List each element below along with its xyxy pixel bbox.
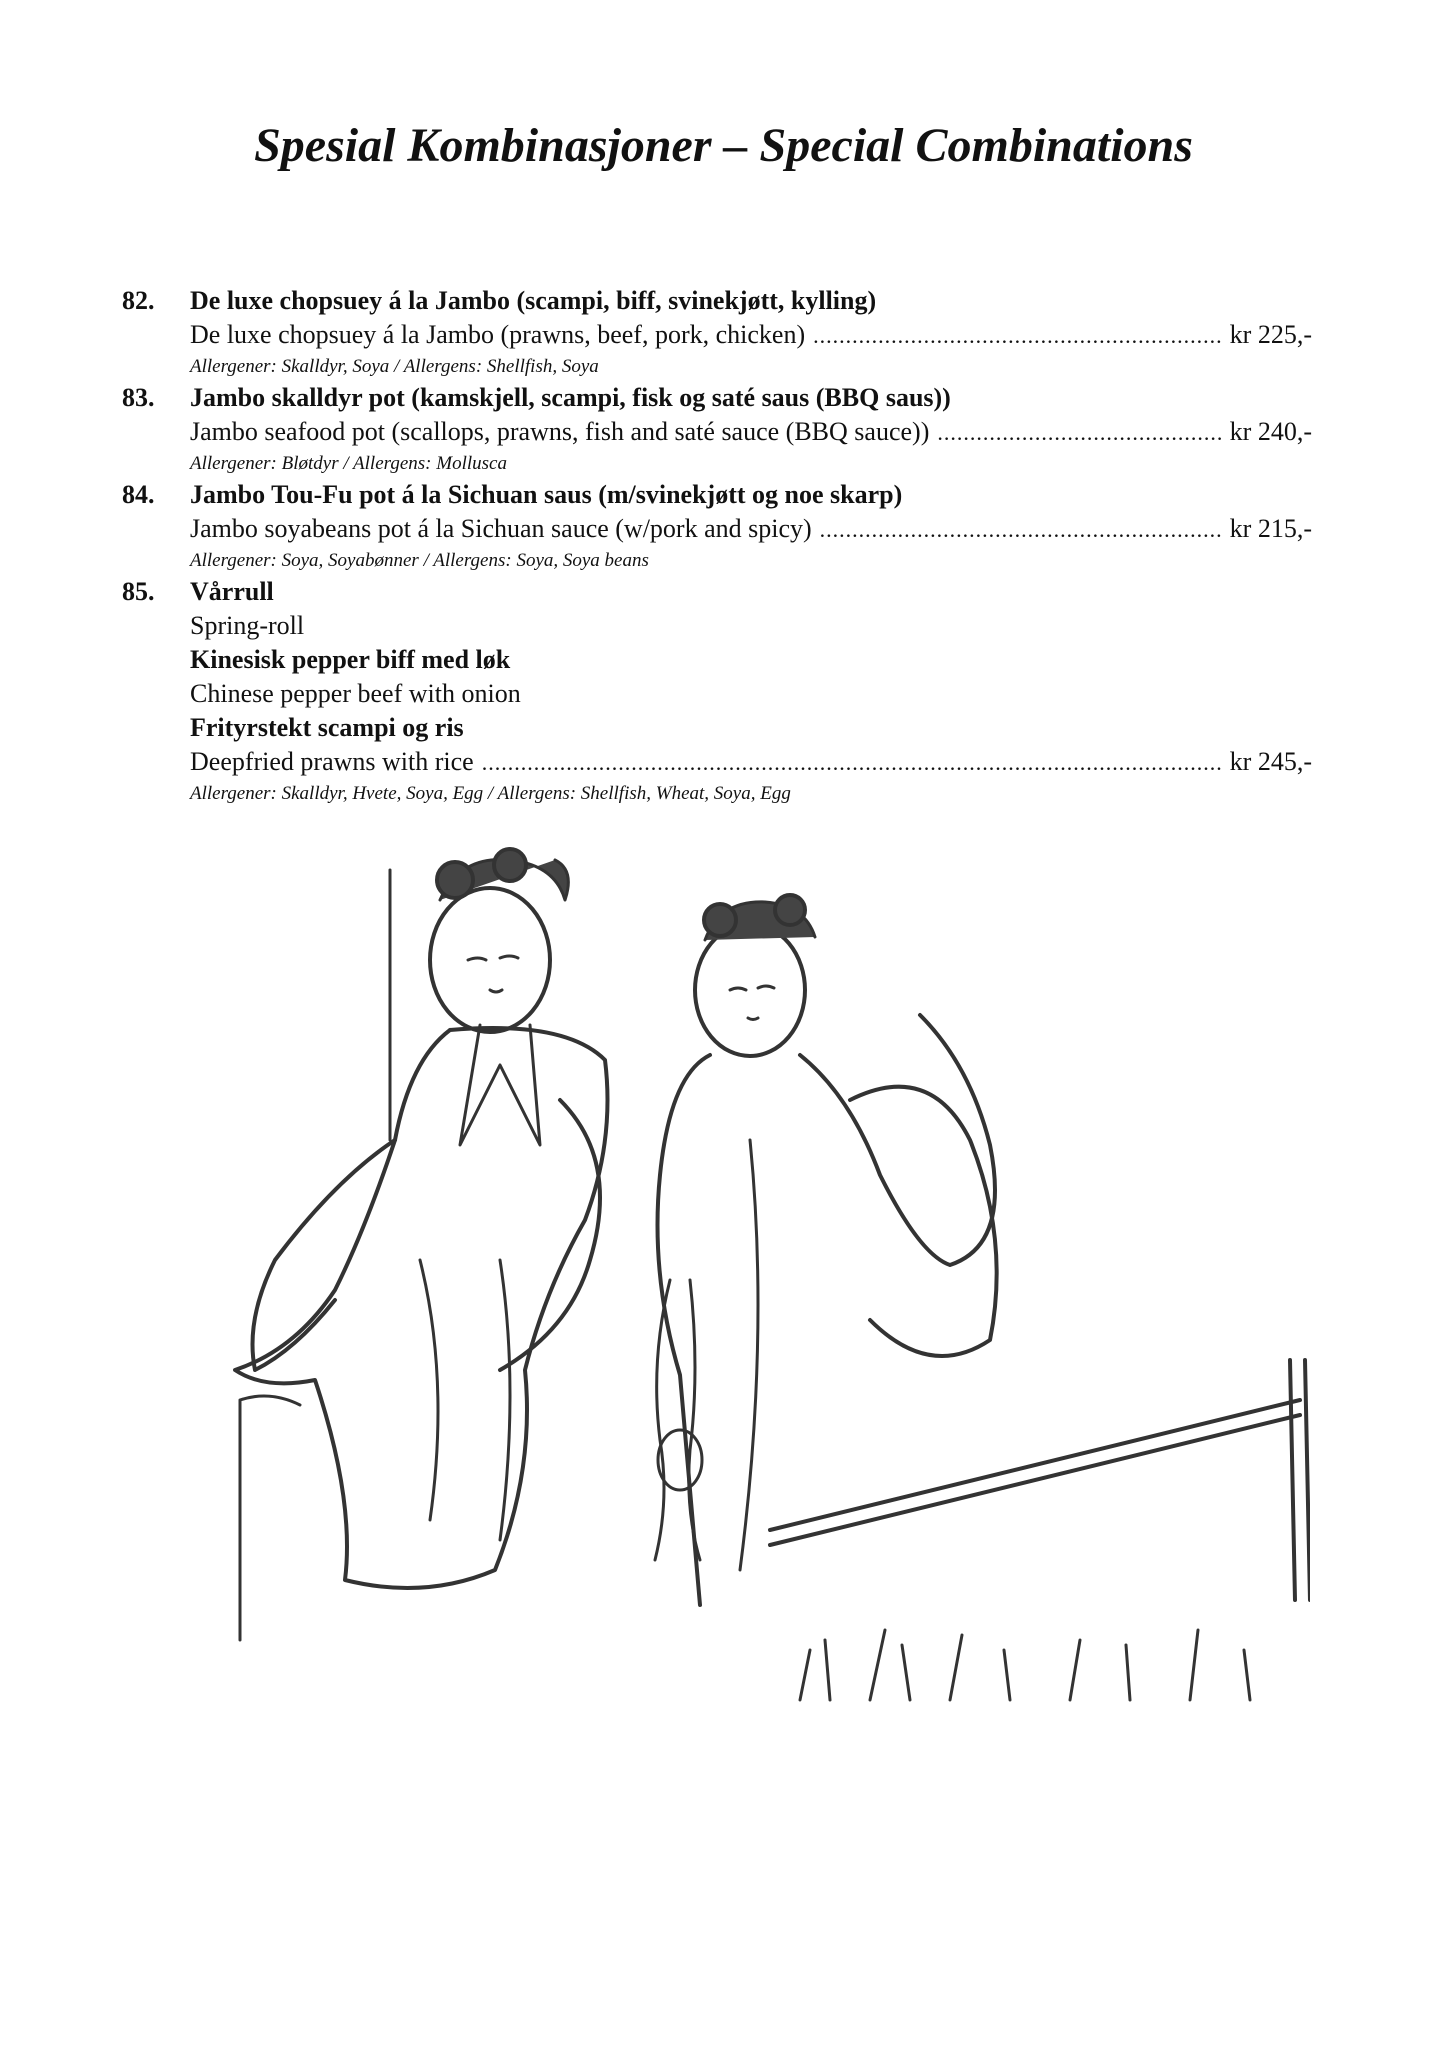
item-description: De luxe chopsuey á la Jambo (prawns, beef, pork, chicken) [190, 320, 806, 349]
dot-leader [937, 416, 1221, 450]
item-description: Jambo seafood pot (scallops, prawns, fish and saté sauce (BBQ sauce)) [190, 417, 930, 446]
allergen-note: Allergener: Soya, Soyabønner / Allergens: Soya, Soya beans [190, 550, 649, 571]
item-price: kr 245,- [1229, 747, 1312, 776]
allergen-note: Allergener: Skalldyr, Hvete, Soya, Egg / Allergens: Shellfish, Wheat, Soya, Egg [190, 783, 791, 804]
item-name-norwegian: Jambo Tou-Fu pot á la Sichuan saus (m/svinekjøtt og noe skarp) [190, 480, 903, 509]
menu-item [122, 478, 1312, 575]
dot-leader [482, 746, 1222, 780]
dot-leader [813, 319, 1222, 353]
item-number: 82. [122, 286, 155, 315]
page-title: Spesial Kombinasjoner – Special Combinations [254, 119, 1193, 172]
allergen-note: Allergener: Bløtdyr / Allergens: Mollusca [190, 453, 507, 474]
menu-item [122, 575, 1312, 808]
item-price: kr 215,- [1229, 514, 1312, 543]
item-name-norwegian: Kinesisk pepper biff med løk [190, 645, 511, 674]
item-name-norwegian: Vårrull [190, 577, 274, 606]
allergen-note: Allergener: Skalldyr, Soya / Allergens: Shellfish, Soya [190, 356, 599, 377]
item-name-english: Chinese pepper beef with onion [190, 679, 521, 708]
dot-leader [820, 513, 1222, 547]
item-name-norwegian: Frityrstekt scampi og ris [190, 713, 464, 742]
menu-list [122, 284, 1312, 808]
item-number: 83. [122, 383, 155, 412]
item-price: kr 225,- [1229, 320, 1312, 349]
item-name-english: Spring-roll [190, 611, 305, 640]
item-name-english [122, 318, 1312, 353]
item-number: 85. [122, 577, 155, 606]
item-name-english [122, 415, 1312, 450]
item-name-norwegian: Jambo skalldyr pot (kamskjell, scampi, fisk og saté saus (BBQ saus)) [190, 383, 951, 412]
item-description: Deepfried prawns with rice [190, 747, 474, 776]
menu-item [122, 381, 1312, 478]
item-name-norwegian: De luxe chopsuey á la Jambo (scampi, biff, svinekjøtt, kylling) [190, 286, 877, 315]
item-description: Jambo soyabeans pot á la Sichuan sauce (w/pork and spicy) [190, 514, 812, 543]
item-number: 84. [122, 480, 155, 509]
menu-item [122, 284, 1312, 381]
two-women-ink-drawing-icon [150, 840, 1310, 1720]
item-price: kr 240,- [1229, 417, 1312, 446]
item-name-english [122, 745, 1312, 780]
item-name-english [122, 512, 1312, 547]
